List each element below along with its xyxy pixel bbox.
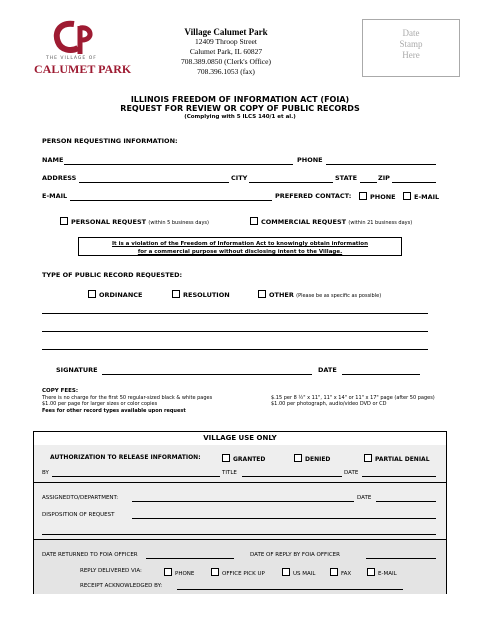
assigned-field[interactable]	[132, 501, 354, 502]
description-line-1[interactable]	[42, 313, 428, 314]
checkbox-icon[interactable]	[222, 454, 230, 462]
checkbox-icon[interactable]	[364, 454, 372, 462]
assigned-date-field[interactable]	[376, 501, 436, 502]
fee-left-1: There is no charge for the first 50 regular-sized black & white pages	[42, 394, 213, 401]
checkbox-icon[interactable]	[60, 217, 68, 225]
signature-label: SIGNATURE	[56, 366, 98, 374]
ordinance-option[interactable]: ORDINANCE	[88, 290, 142, 299]
village-logo	[34, 20, 132, 80]
resolution-option[interactable]: RESOLUTION	[172, 290, 230, 299]
fee-left-2: $1.00 per page for larger sizes or color copies	[42, 401, 158, 407]
fee-right-2: $1.00 per photograph, audio/video DVD or CD	[271, 401, 387, 407]
reply-delivered-label: REPLY DELIVERED VIA:	[80, 568, 142, 574]
personal-request-option[interactable]: PERSONAL REQUEST (within 5 business days)	[60, 217, 209, 226]
village-use-heading: VILLAGE USE ONLY	[34, 432, 446, 446]
other-option[interactable]: OTHER (Please be as specific as possible)	[258, 290, 381, 299]
checkbox-icon[interactable]	[172, 290, 180, 298]
section-divider	[34, 482, 446, 483]
fee-left-3: Fees for other record types available upon request	[42, 407, 186, 414]
authorization-label: AUTHORIZATION TO RELEASE INFORMATION:	[50, 454, 201, 461]
preferred-email-option[interactable]: E-MAIL	[403, 192, 439, 201]
partial-denial-option[interactable]: PARTIAL DENIAL	[364, 454, 430, 463]
via-mail-option[interactable]: US MAIL	[282, 568, 315, 577]
disposition-label: DISPOSITION OF REQUEST	[42, 512, 115, 518]
assigned-date-label: DATE	[357, 495, 372, 501]
copy-fees	[42, 388, 212, 414]
preferred-phone-option[interactable]: PHONE	[359, 192, 396, 201]
disposition-field-1[interactable]	[132, 518, 436, 519]
warning-line2: for a commercial purpose without disclosing intent to the Village.	[137, 249, 343, 255]
fee-right-1: $.15 per 8 ½" x 11", 11" x 14" or 11" x 17" page (after 50 pages)	[271, 394, 435, 401]
state-field[interactable]	[360, 182, 377, 183]
city-field[interactable]	[249, 182, 333, 183]
checkbox-icon[interactable]	[211, 568, 219, 576]
name-field[interactable]	[64, 164, 293, 165]
date-returned-field[interactable]	[146, 558, 234, 559]
checkbox-icon[interactable]	[164, 568, 172, 576]
granted-option[interactable]: GRANTED	[222, 454, 265, 463]
calumet-park-logo-mark	[36, 20, 110, 56]
phone-fax: 708.396.1053 (fax)	[197, 67, 255, 76]
city-label: CITY	[231, 174, 248, 182]
zip-field[interactable]	[392, 182, 436, 183]
signature-field[interactable]	[102, 374, 312, 375]
checkbox-icon[interactable]	[294, 454, 302, 462]
checkbox-icon[interactable]	[250, 217, 258, 225]
by-date-label: DATE	[344, 470, 359, 476]
zip-label: ZIP	[378, 174, 390, 182]
denied-option[interactable]: DENIED	[294, 454, 330, 463]
copy-fees-right	[271, 395, 435, 408]
warning-line1: It is a violation of the Freedom of Information Act to knowingly obtain information	[111, 241, 369, 247]
checkbox-icon[interactable]	[258, 290, 266, 298]
address-label: ADDRESS	[42, 174, 77, 182]
title-label: TITLE	[222, 470, 237, 476]
state-label: STATE	[335, 174, 358, 182]
title-line2: REQUEST FOR REVIEW OR COPY OF PUBLIC RECORDS	[120, 104, 360, 113]
signature-date-field[interactable]	[342, 374, 420, 375]
email-field[interactable]	[70, 200, 272, 201]
by-field[interactable]	[52, 476, 220, 477]
email-label: E-MAIL	[42, 192, 68, 200]
description-line-2[interactable]	[42, 331, 428, 332]
logo-name: CALUMET PARK	[34, 62, 132, 76]
by-label: BY	[42, 470, 49, 476]
reply-date-label: DATE OF REPLY BY FOIA OFFICER	[250, 552, 340, 558]
stamp-line3: Here	[402, 50, 420, 60]
name-label: NAME	[42, 156, 64, 164]
reply-date-field[interactable]	[366, 558, 436, 559]
date-stamp-box	[362, 19, 460, 77]
form-title	[0, 95, 480, 121]
address-line1: 12409 Throop Street	[195, 37, 257, 46]
signature-date-label: DATE	[318, 366, 337, 374]
checkbox-icon[interactable]	[359, 192, 367, 200]
fees-heading: COPY FEES:	[42, 388, 79, 394]
phone-field[interactable]	[326, 164, 436, 165]
record-type-heading: TYPE OF PUBLIC RECORD REQUESTED:	[42, 271, 183, 279]
address-line2: Calumet Park, IL 60827	[189, 47, 263, 56]
stamp-line2: Stamp	[399, 39, 423, 49]
via-email-option[interactable]: E-MAIL	[367, 568, 397, 577]
address-field[interactable]	[79, 182, 229, 183]
org-name: Village Calumet Park	[184, 27, 268, 37]
receipt-field[interactable]	[177, 589, 403, 590]
checkbox-icon[interactable]	[88, 290, 96, 298]
commercial-warning-box	[78, 237, 402, 256]
checkbox-icon[interactable]	[282, 568, 290, 576]
via-phone-option[interactable]: PHONE	[164, 568, 194, 577]
title-line3: (Complying with 5 ILCS 140/1 et al.)	[184, 114, 296, 120]
description-line-3[interactable]	[42, 349, 428, 350]
assigned-label: ASSIGNEDTO/DEPARTMENT:	[42, 495, 119, 501]
preferred-contact-label: PREFERED CONTACT:	[275, 192, 352, 200]
title-line1: ILLINOIS FREEDOM OF INFORMATION ACT (FOIA)	[130, 95, 350, 104]
header-address	[156, 27, 296, 77]
date-returned-label: DATE RETURNED TO FOIA OFFICER	[42, 552, 138, 558]
requester-heading: PERSON REQUESTING INFORMATION:	[42, 137, 178, 145]
via-fax-option[interactable]: FAX	[330, 568, 351, 577]
checkbox-icon[interactable]	[403, 192, 411, 200]
checkbox-icon[interactable]	[330, 568, 338, 576]
receipt-label: RECEIPT ACKNOWLEDGED BY:	[80, 583, 163, 589]
logo-tagline: THE VILLAGE OF	[46, 56, 97, 61]
checkbox-icon[interactable]	[367, 568, 375, 576]
by-date-field[interactable]	[362, 476, 436, 477]
phone-clerk: 708.389.0850 (Clerk's Office)	[181, 57, 271, 66]
disposition-field-2[interactable]	[42, 534, 436, 535]
stamp-line1: Date	[402, 28, 420, 38]
title-field[interactable]	[242, 476, 342, 477]
phone-label: PHONE	[297, 156, 323, 164]
via-pickup-option[interactable]: OFFICE PICK UP	[211, 568, 265, 577]
commercial-request-option[interactable]: COMMERCIAL REQUEST (within 21 business days)	[250, 217, 412, 226]
